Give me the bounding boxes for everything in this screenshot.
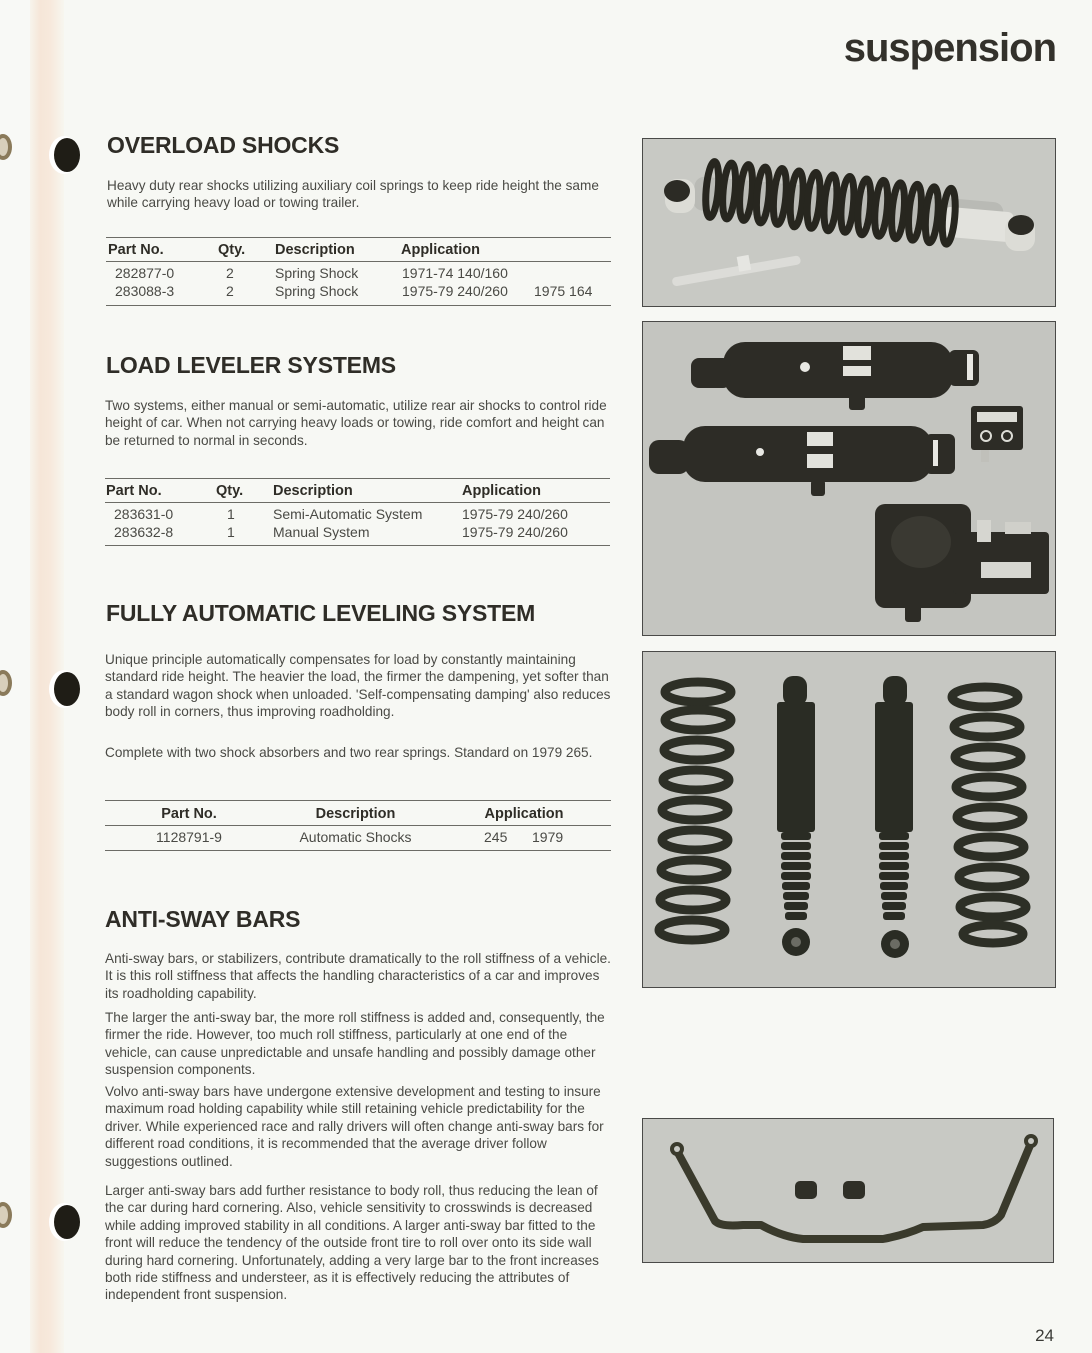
part-number: 282877-0 bbox=[115, 265, 175, 281]
table-row bbox=[106, 282, 611, 300]
table-row bbox=[105, 505, 610, 523]
col-header-description: Description bbox=[315, 806, 396, 822]
section-paragraph: Volvo anti-sway bars have undergone extensive development and testing to insure maximum road holding capability while still retaining vehicle predictability for the driver. While experienced race and rally drivers will often change anti-sway bars for different road conditions, it is recommended that the average driver follow suggestions outlined. bbox=[105, 1084, 604, 1169]
application: 1975-79 240/260 bbox=[462, 506, 568, 522]
col-header-application: Application bbox=[401, 242, 480, 258]
col-header-qty: Qty. bbox=[216, 483, 244, 499]
description: Semi-Automatic System bbox=[273, 506, 423, 522]
part-number: 1128791-9 bbox=[156, 829, 222, 845]
section-title-fully-automatic-leveling: FULLY AUTOMATIC LEVELING SYSTEM bbox=[106, 600, 536, 626]
parts-table-overload-shocks bbox=[106, 237, 611, 306]
photo-overload-spring-shock bbox=[642, 138, 1056, 307]
quantity: 1 bbox=[227, 524, 235, 540]
table-header bbox=[105, 479, 610, 503]
section-paragraph: Anti-sway bars, or stabilizers, contribute dramatically to the roll stiffness of a vehicle. It is this roll stiffness that affects the handling characteristics of a car and improves its roadholding capability. bbox=[105, 951, 611, 1001]
application: 1975-79 240/260 bbox=[462, 524, 568, 540]
photo-anti-sway-bar bbox=[642, 1118, 1054, 1263]
table-header bbox=[106, 238, 611, 262]
section-description-extra: Complete with two shock absorbers and two rear springs. Standard on 1979 265. bbox=[105, 745, 593, 760]
application: 1975-79 240/260 bbox=[402, 283, 508, 299]
application-model: 245 bbox=[484, 829, 508, 845]
section-title-overload-shocks: OVERLOAD SHOCKS bbox=[107, 132, 340, 158]
quantity: 1 bbox=[227, 506, 235, 522]
quantity: 2 bbox=[226, 283, 234, 299]
col-header-part-no: Part No. bbox=[161, 806, 217, 822]
application: 1971-74 140/160 bbox=[402, 265, 508, 281]
quantity: 2 bbox=[226, 265, 234, 281]
photo-load-leveler-systems bbox=[642, 321, 1056, 636]
description: Automatic Shocks bbox=[299, 829, 412, 845]
section-title-load-leveler: LOAD LEVELER SYSTEMS bbox=[106, 352, 396, 378]
binder-hole bbox=[54, 672, 80, 706]
page-number: 24 bbox=[1035, 1326, 1054, 1345]
col-header-description: Description bbox=[275, 242, 355, 258]
section-description: Heavy duty rear shocks utilizing auxiliary coil springs to keep ride height the same while carrying heavy load or towing trailer. bbox=[107, 178, 599, 211]
col-header-part-no: Part No. bbox=[106, 483, 162, 499]
parts-table-load-leveler bbox=[105, 478, 610, 546]
section-paragraph: The larger the anti-sway bar, the more roll stiffness is added and, consequently, the firmer the ride. However, too much roll stiffness, particularly at one end of the vehicle, can cause unpredictable and unsafe handling and possibly damage other suspension components. bbox=[105, 1010, 605, 1078]
description: Spring Shock bbox=[275, 283, 359, 299]
section-description: Two systems, either manual or semi-automatic, utilize rear air shocks to control ride height of car. When not carrying heavy loads or towing, ride comfort and height can be returned to normal in seconds. bbox=[105, 398, 607, 448]
table-row bbox=[106, 264, 611, 282]
table-row bbox=[105, 523, 610, 541]
table-row bbox=[105, 828, 611, 846]
col-header-qty: Qty. bbox=[218, 242, 246, 258]
binder-hole bbox=[54, 1205, 80, 1239]
col-header-application: Application bbox=[462, 483, 541, 499]
section-title-anti-sway-bars: ANTI-SWAY BARS bbox=[105, 906, 301, 932]
table-header bbox=[105, 801, 611, 826]
photo-automatic-shocks-springs bbox=[642, 651, 1056, 988]
description: Manual System bbox=[273, 524, 370, 540]
parts-table-fully-automatic bbox=[105, 800, 611, 851]
description: Spring Shock bbox=[275, 265, 359, 281]
col-header-application: Application bbox=[484, 806, 564, 822]
binder-hole bbox=[54, 138, 80, 172]
col-header-description: Description bbox=[273, 483, 353, 499]
application-extra: 1975 164 bbox=[534, 283, 593, 299]
part-number: 283632-8 bbox=[114, 524, 174, 540]
col-header-part-no: Part No. bbox=[108, 242, 164, 258]
section-description: Unique principle automatically compensates for load by constantly maintaining standard ride height. The heavier the load, the firmer the dampening, yet softer than a standard wagon shock when unloaded. 'Self-compensating damping' also reduces body roll in corners, thus improving roadholding. bbox=[105, 652, 611, 720]
part-number: 283088-3 bbox=[115, 283, 175, 299]
application-year: 1979 bbox=[532, 829, 564, 845]
part-number: 283631-0 bbox=[114, 506, 174, 522]
page-heading: suspension bbox=[843, 26, 1056, 70]
section-paragraph: Larger anti-sway bars add further resistance to body roll, thus reducing the lean of the car during hard cornering. Also, vehicle sensitivity to crosswinds is decreased while adding improved stability in all conditions. A larger anti-sway bar fitted to the front will reduce the tendency of the outside front tire to roll over onto its side wall during hard cornering. Unfortunately, adding a very large bar to the front increases both ride stiffness and understeer, as it is effectively reducing the attributes of independent front suspension. bbox=[105, 1183, 599, 1303]
